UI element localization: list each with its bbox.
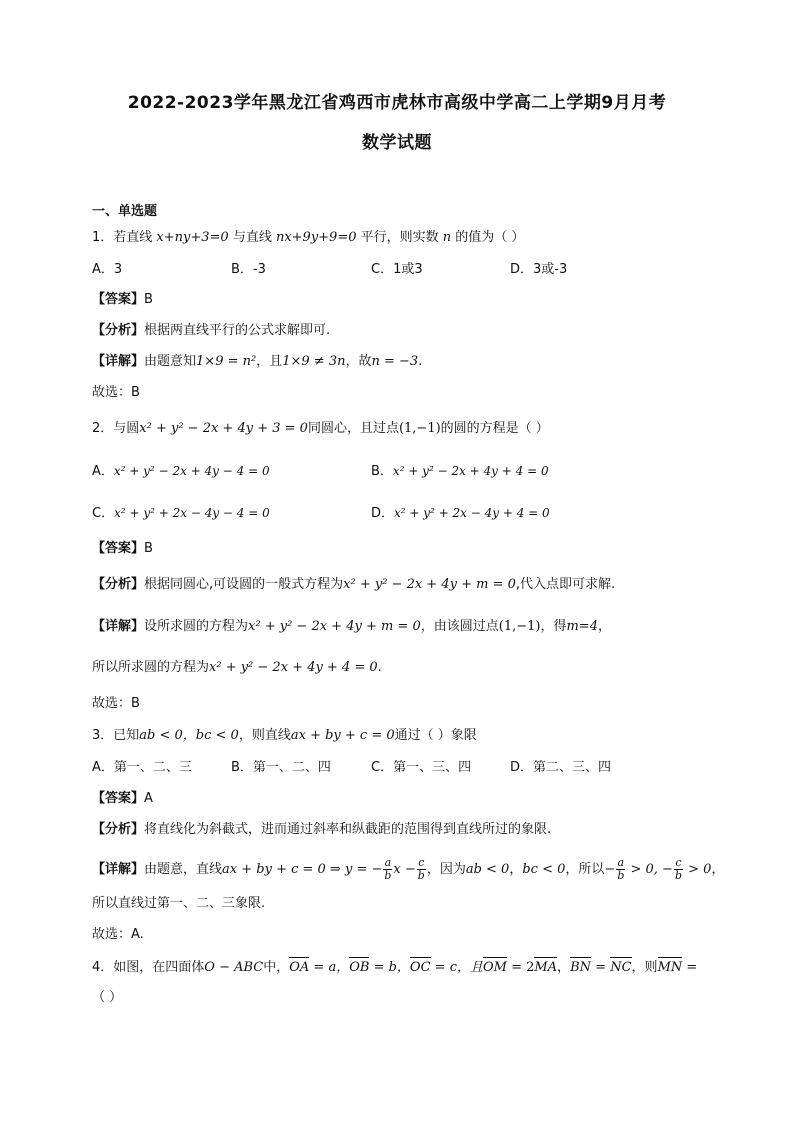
q2-stem-text: 的圆的方程是（ ） [440, 421, 549, 436]
detail-text: ，因为 [426, 862, 466, 877]
detail-text: ，所以 [565, 862, 605, 877]
q1-var: n [442, 230, 452, 245]
q2-conclusion [92, 659, 382, 677]
detail-math: ab < 0 [465, 862, 510, 877]
vector-mn: MN [657, 960, 683, 975]
q2-choose: 故选：B [92, 696, 140, 711]
q1-stem [92, 229, 524, 247]
vector-bn: BN [570, 960, 592, 975]
analysis-text: 根据两直线平行的公式求解即可. [144, 323, 331, 338]
fraction-denominator: b [617, 869, 625, 882]
conclusion-math: x² + y² − 2x + 4y + 4 = 0 [209, 660, 378, 675]
q1-stem-text: 的值为（ ） [451, 230, 525, 245]
q3-choose: 故选：A. [92, 927, 144, 942]
fraction-numerator: a [617, 856, 625, 869]
q1-eq2: nx+9y+9=0 [275, 230, 357, 245]
q2-option-d [371, 504, 550, 523]
analysis-tag: 【分析】 [92, 822, 145, 837]
fraction-numerator: c [675, 856, 682, 869]
q1-stem-text: 平行，则实数 [356, 230, 443, 245]
q1-stem-text: 1．若直线 [92, 230, 157, 245]
section-heading: 一、单选题 [92, 204, 158, 219]
vector-oc: OC [409, 960, 431, 975]
vector-oa: OA [289, 960, 310, 975]
detail-text: 由题意知 [144, 354, 197, 369]
q2-option-c [92, 504, 270, 523]
detail-math: bc < 0 [522, 862, 566, 877]
analysis-tag: 【分析】 [92, 323, 145, 338]
q3-option-d: D．第二、三、四 [510, 760, 612, 775]
q2-stem-text: 同圆心，且过点 [307, 421, 399, 436]
detail-math: m=4 [566, 619, 598, 634]
q3-option-c: C．第一、三、四 [371, 760, 472, 775]
vector-ob: OB [349, 960, 370, 975]
q2-stem-text: 2．与圆 [92, 421, 140, 436]
analysis-text: 将直线化为斜截式，进而通过斜率和纵截距的范围得到直线所过的象限. [144, 822, 552, 837]
q3-analysis [92, 821, 551, 839]
detail-text: . [418, 354, 423, 369]
q4-stem-text: ，则 [631, 960, 658, 975]
vector-om: OM [482, 960, 507, 975]
option-eq: x² + y² − 2x + 4y + 4 = 0 [392, 464, 549, 478]
answer-tag: 【答案】 [92, 791, 145, 806]
detail-text: 设所求圆的方程为 [144, 619, 249, 634]
q4-math: = b， [369, 960, 410, 975]
q3-option-a: A．第一、二、三 [92, 760, 192, 775]
q1-eq1: x+ny+3=0 [156, 230, 229, 245]
q1-analysis [92, 322, 330, 340]
answer-tag: 【答案】 [92, 292, 145, 307]
q3-eq: ax + by + c = 0 [290, 728, 395, 743]
q3-stem-text: 3．已知 [92, 728, 140, 743]
option-label: C． [92, 506, 115, 521]
fraction [417, 857, 426, 882]
answer-value: A [144, 791, 153, 806]
q2-option-b [371, 462, 549, 481]
q2-analysis [92, 576, 615, 594]
analysis-text: 根据同圆心,可设圆的一般式方程为 [144, 577, 344, 592]
fraction-numerator: a [384, 856, 392, 869]
q1-detail [92, 353, 422, 371]
detail-math: − [604, 862, 616, 877]
q1-stem-text: 与直线 [228, 230, 276, 245]
detail-text: ，且 [256, 354, 283, 369]
detail-tag: 【详解】 [92, 354, 145, 369]
fraction-denominator: b [417, 869, 425, 882]
q3-conclusion: 所以直线过第一、二、三象限. [92, 896, 266, 911]
detail-text: ， [711, 862, 725, 877]
q4-stem-text: ， [557, 960, 571, 975]
q3-stem [92, 727, 477, 745]
q3-option-b: B．第一、二、四 [231, 760, 331, 775]
q3-stem-text: 通过（ ）象限 [394, 728, 477, 743]
q1-option-b: B．-3 [231, 262, 266, 277]
detail-math: 1×9 ≠ 3n [282, 354, 346, 369]
q4-choice-bracket: （ ） [92, 990, 123, 1005]
detail-math: ax + by + c = 0 ⇒ y = − [222, 862, 383, 877]
fraction [674, 857, 683, 882]
detail-tag: 【详解】 [92, 619, 145, 634]
q3-stem-text: ，则直线 [238, 728, 291, 743]
q4-math: = 2 [506, 960, 535, 975]
analysis-text: ,代入点即可求解. [515, 577, 616, 592]
q2-stem [92, 420, 549, 438]
detail-math: 1×9 = n² [196, 354, 257, 369]
option-eq: x² + y² − 2x + 4y − 4 = 0 [113, 464, 270, 478]
q2-option-a [92, 462, 270, 481]
fraction-numerator: c [418, 856, 425, 869]
answer-tag: 【答案】 [92, 541, 145, 556]
answer-value: B [144, 541, 153, 556]
detail-math: > 0 [684, 862, 712, 877]
document-title: 2022-2023学年黑龙江省鸡西市虎林市高级中学高二上学期9月月考 [127, 93, 667, 113]
q2-answer [92, 540, 153, 558]
option-label: A． [92, 464, 114, 479]
analysis-math: x² + y² − 2x + 4y + m = 0 [343, 577, 516, 592]
q4-stem [92, 959, 697, 977]
detail-math: x² + y² − 2x + 4y + m = 0 [248, 619, 421, 634]
fraction [383, 857, 392, 882]
q4-tetrahedron: O − ABC [204, 960, 264, 975]
option-label: B． [371, 464, 393, 479]
fraction-denominator: b [674, 869, 682, 882]
q3-answer [92, 790, 153, 808]
option-eq: x² + y² + 2x − 4y + 4 = 0 [394, 506, 550, 520]
document-subtitle: 数学试题 [362, 133, 432, 153]
detail-text: ，故 [345, 354, 372, 369]
conclusion-text: . [377, 660, 382, 675]
answer-value: B [144, 292, 153, 307]
detail-math: x − [393, 862, 416, 877]
option-eq: x² + y² + 2x − 4y − 4 = 0 [114, 506, 270, 520]
detail-tag: 【详解】 [92, 862, 145, 877]
q3-condition: ab < 0，bc < 0 [139, 728, 239, 743]
q4-math: = a， [309, 960, 350, 975]
detail-text: ， [597, 619, 611, 634]
q2-eq1: x² + y² − 2x + 4y + 3 = 0 [139, 421, 308, 436]
detail-text: 由题意，直线 [144, 862, 223, 877]
option-label: D． [371, 506, 395, 521]
detail-text: ， [509, 862, 523, 877]
vector-nc: NC [610, 960, 632, 975]
detail-text: ，由该圆过点 [420, 619, 499, 634]
detail-math: (1,−1) [498, 619, 541, 634]
q1-answer [92, 291, 153, 309]
q1-option-c: C．1或3 [371, 262, 423, 277]
q4-math: = c，且 [430, 960, 483, 975]
q4-stem-text: 中， [263, 960, 290, 975]
q4-math: = [591, 960, 611, 975]
fraction [616, 857, 625, 882]
fraction-denominator: b [384, 869, 392, 882]
q1-choose: 故选：B [92, 385, 140, 400]
q4-stem-text: 4．如图，在四面体 [92, 960, 205, 975]
detail-math: n = −3 [371, 354, 419, 369]
q3-detail [92, 857, 724, 883]
q2-point: (1,−1) [398, 421, 441, 436]
detail-text: ，得 [540, 619, 567, 634]
analysis-tag: 【分析】 [92, 577, 145, 592]
detail-math: > 0, − [626, 862, 673, 877]
conclusion-text: 所以所求圆的方程为 [92, 660, 210, 675]
vector-ma: MA [534, 960, 558, 975]
q2-detail [92, 618, 611, 636]
q4-math: = [682, 960, 698, 975]
q1-option-d: D．3或-3 [510, 262, 568, 277]
q1-option-a: A．3 [92, 262, 123, 277]
